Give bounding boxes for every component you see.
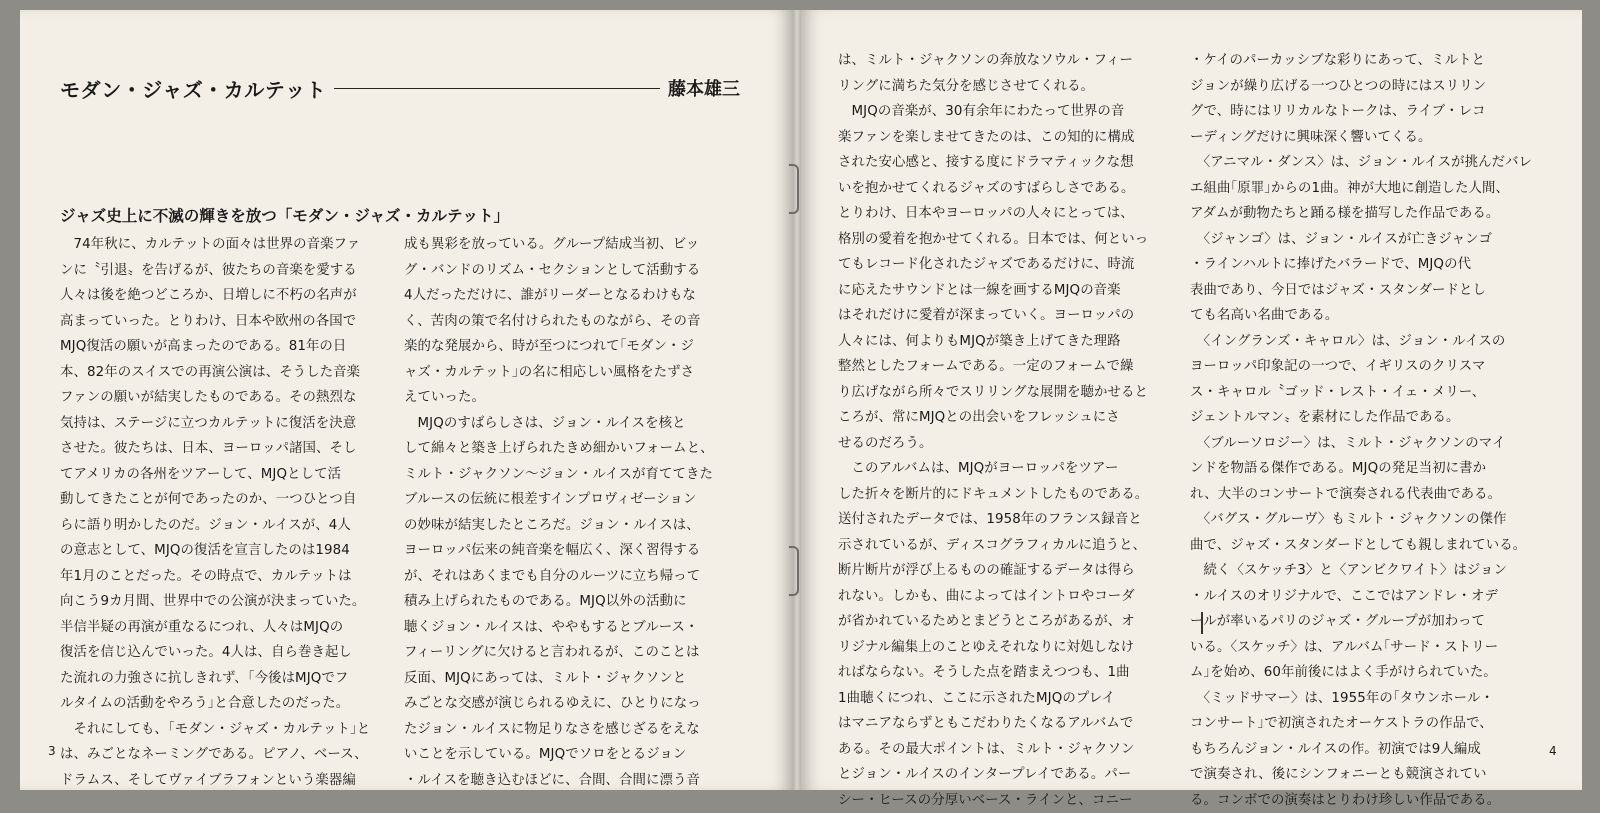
text-line: 示されているが、ディスコグラフィカルに追うと、 bbox=[838, 533, 1182, 559]
text-line: ・ラインハルトに捧げたバラードで、MJQの代 bbox=[1190, 252, 1534, 278]
text-line: とジョン・ルイスのインタープレイである。パー bbox=[838, 762, 1182, 788]
text-line: いる。〈スケッチ〉は、アルバム｢サード・ストリー bbox=[1190, 635, 1534, 661]
text-line: ールが率いるパリのジャズ・グループが加わって bbox=[1190, 609, 1534, 635]
text-line: シー・ヒースの分厚いベース・ラインと、コニー bbox=[838, 788, 1182, 813]
text-line: てアメリカの各州をツアーして、MJQとして活 bbox=[60, 462, 400, 488]
text-line: 動してきたことが何であったのか、一つひとつ自 bbox=[60, 487, 400, 513]
text-column-right-1 bbox=[838, 48, 1182, 813]
text-line: ヨーロッパ伝来の純音楽を幅広く、深く習得する bbox=[404, 538, 744, 564]
text-line: 4人だっただけに、誰がリーダーとなるわけもな bbox=[404, 283, 744, 309]
text-line: 1曲聴くにつれ、ここに示されたMJQのプレイ bbox=[838, 686, 1182, 712]
text-line: リジナル編集上のことゆえそれなりに対処しなけ bbox=[838, 635, 1182, 661]
text-column-left-1 bbox=[60, 232, 400, 793]
text-line: はそれだけに愛着が深まっていく。ヨーロッパの bbox=[838, 303, 1182, 329]
text-line: MJQのすばらしさは、ジョン・ルイスを核と bbox=[404, 411, 744, 437]
text-line: 〈ミッドサマー〉は、1955年の｢タウンホール・ bbox=[1190, 686, 1534, 712]
text-line: 送付されたデータでは、1958年のフランス録音と bbox=[838, 507, 1182, 533]
text-line: ジェントルマン〟を素材にした作品である。 bbox=[1190, 405, 1534, 431]
text-line: MJQの音楽が、30有余年にわたって世界の音 bbox=[838, 99, 1182, 125]
text-line: 反面、MJQにあっては、ミルト・ジャクソンと bbox=[404, 666, 744, 692]
text-line: ミルト・ジャクソン〜ジョン・ルイスが育ててきた bbox=[404, 462, 744, 488]
text-line: えていった。 bbox=[404, 385, 744, 411]
text-line: グで、時にはリリカルなトークは、ライブ・レコ bbox=[1190, 99, 1534, 125]
text-line: 楽的な発展から、時が至つにつれて｢モダン・ジ bbox=[404, 334, 744, 360]
text-line: 〈バグス・グルーヴ〉もミルト・ジャクソンの傑作 bbox=[1190, 507, 1534, 533]
staple-top bbox=[789, 164, 799, 214]
text-line: り広げながら所々でスリリングな展開を聴かせると bbox=[838, 380, 1182, 406]
text-line: 整然としたフォームである。一定のフォームで繰 bbox=[838, 354, 1182, 380]
text-column-right-2 bbox=[1190, 48, 1534, 813]
text-column-left-2 bbox=[404, 232, 744, 793]
staple-bottom bbox=[789, 546, 799, 596]
article-author: 藤本雄三 bbox=[668, 75, 740, 101]
text-line: で演奏され、後にシンフォニーとも競演されてい bbox=[1190, 762, 1534, 788]
text-line: それにしても、｢モダン・ジャズ・カルテット｣と bbox=[60, 717, 400, 743]
text-line: る。コンボでの演奏はとりわけ珍しい作品である。 bbox=[1190, 788, 1534, 813]
text-line: とりわけ、日本やヨーロッパの人々にとっては、 bbox=[838, 201, 1182, 227]
text-line: いを抱かせてくれるジャズのすばらしさである。 bbox=[838, 176, 1182, 202]
text-line: ・ルイスを聴き込むほどに、合間、合間に漂う音 bbox=[404, 768, 744, 794]
text-line: 人々は後を絶つどころか、日増しに不朽の名声が bbox=[60, 283, 400, 309]
text-line: ジョンが繰り広げる一つひとつの時にはスリリン bbox=[1190, 74, 1534, 100]
text-line: 気持は、ステージに立つカルテットに復活を決意 bbox=[60, 411, 400, 437]
text-line: ドラムス、そしてヴァイブラフォンという楽器編 bbox=[60, 768, 400, 794]
text-line: 続く〈スケッチ3〉と〈アンビクワイト〉はジョン bbox=[1190, 558, 1534, 584]
text-line: グ・バンドのリズム・セクションとして活動する bbox=[404, 258, 744, 284]
text-line: して綿々と築き上げられたきめ細かいフォームと、 bbox=[404, 436, 744, 462]
text-line: もちろんジョン・ルイスの作。初演では9人編成 bbox=[1190, 737, 1534, 763]
text-line: 積み上げられたものである。MJQ以外の活動に bbox=[404, 589, 744, 615]
text-line: 復活を信じ込んでいった。4人は、自ら巻き起し bbox=[60, 640, 400, 666]
text-line: の意志として、MJQの復活を宣言したのは1984 bbox=[60, 538, 400, 564]
text-line: 〈ジャンゴ〉は、ジョン・ルイスが亡きジャンゴ bbox=[1190, 227, 1534, 253]
text-line: ーディングだけに興味深く響いてくる。 bbox=[1190, 125, 1534, 151]
text-line: ヨーロッパ印象記の一つで、イギリスのクリスマ bbox=[1190, 354, 1534, 380]
text-line: 格別の愛着を抱かせてくれる。日本では、何といっ bbox=[838, 227, 1182, 253]
article-header bbox=[60, 72, 740, 104]
text-line: く、苦肉の策で名付けられたものながら、その音 bbox=[404, 309, 744, 335]
text-line: 本、82年のスイスでの再演公演は、そうした音楽 bbox=[60, 360, 400, 386]
text-line: ム｣を始め、60年前後にはよく手がけられていた。 bbox=[1190, 660, 1534, 686]
text-line: 〈ブルーソロジー〉は、ミルト・ジャクソンのマイ bbox=[1190, 431, 1534, 457]
text-line: が省かれているためとまどうところがあるが、オ bbox=[838, 609, 1182, 635]
text-line: てもレコード化されたジャズであるだけに、時流 bbox=[838, 252, 1182, 278]
text-line: は、ミルト・ジャクソンの奔放なソウル・フィー bbox=[838, 48, 1182, 74]
text-line: ・ルイスのオリジナルで、ここではアンドレ・オデ bbox=[1190, 584, 1534, 610]
text-line: された安心感と、接する度にドラマティックな想 bbox=[838, 150, 1182, 176]
text-line: ファンの願いが結実したものである。その熱烈な bbox=[60, 385, 400, 411]
book-gutter bbox=[793, 10, 801, 790]
text-line: ンドを物語る傑作である。MJQの発足当初に書か bbox=[1190, 456, 1534, 482]
text-line: ス・キャロル〝ゴッド・レスト・イェ・メリー、 bbox=[1190, 380, 1534, 406]
text-line: が、それはあくまでも自分のルーツに立ち帰って bbox=[404, 564, 744, 590]
page-number-right: 4 bbox=[1549, 744, 1557, 758]
article-subheading: ジャズ史上に不滅の輝きを放つ「モダン・ジャズ・カルテット」 bbox=[60, 204, 509, 226]
text-line: はマニアならずともこだわりたくなるアルバムで bbox=[838, 711, 1182, 737]
text-line: みごとな交感が演じられるゆえに、ひとりになっ bbox=[404, 691, 744, 717]
text-line: ルタイムの活動をやろう｣と合意したのだった。 bbox=[60, 691, 400, 717]
text-line: 聴くジョン・ルイスは、ややもするとブルース・ bbox=[404, 615, 744, 641]
text-line: 人々には、何よりもMJQが築き上げてきた理路 bbox=[838, 329, 1182, 355]
text-line: 74年秋に、カルテットの面々は世界の音楽ファ bbox=[60, 232, 400, 258]
text-line: 年1月のことだった。その時点で、カルテットは bbox=[60, 564, 400, 590]
text-line: ・ケイのパーカッシブな彩りにあって、ミルトと bbox=[1190, 48, 1534, 74]
article-title: モダン・ジャズ・カルテット bbox=[60, 74, 326, 103]
text-line: ころが、常にMJQとの出会いをフレッシュにさ bbox=[838, 405, 1182, 431]
text-line: ンに〝引退〟を告げるが、彼たちの音楽を愛する bbox=[60, 258, 400, 284]
text-line: た流れの力強さに抗しきれず、｢今後はMJQでフ bbox=[60, 666, 400, 692]
text-line: の妙味が結実したところだ。ジョン・ルイスは、 bbox=[404, 513, 744, 539]
page-number-left: 3 bbox=[48, 744, 56, 758]
margin-mark bbox=[1201, 612, 1203, 634]
text-line: れ、大半のコンサートで演奏される代表曲である。 bbox=[1190, 482, 1534, 508]
text-line: ブルースの伝統に根差すインプロヴィゼーション bbox=[404, 487, 744, 513]
text-line: 高まっていった。とりわけ、日本や欧州の各国で bbox=[60, 309, 400, 335]
text-line: 成も異彩を放っている。グループ結成当初、ビッ bbox=[404, 232, 744, 258]
text-line: 半信半疑の再演が重なるにつれ、人々はMJQの bbox=[60, 615, 400, 641]
text-line: ある。その最大ポイントは、ミルト・ジャクソン bbox=[838, 737, 1182, 763]
text-line: ても名高い名曲である。 bbox=[1190, 303, 1534, 329]
text-line: エ組曲｢原罪｣からの1曲。神が大地に創造した人間、 bbox=[1190, 176, 1534, 202]
text-line: たジョン・ルイスに物足りなさを感じざるをえな bbox=[404, 717, 744, 743]
text-line: させた。彼たちは、日本、ヨーロッパ諸国、そし bbox=[60, 436, 400, 462]
text-line: した折々を断片的にドキュメントしたものである。 bbox=[838, 482, 1182, 508]
text-line: 〈アニマル・ダンス〉は、ジョン・ルイスが挑んだバレ bbox=[1190, 150, 1534, 176]
text-line: は、みごとなネーミングである。ピアノ、ベース、 bbox=[60, 742, 400, 768]
text-line: れない。しかも、曲によってはイントロやコーダ bbox=[838, 584, 1182, 610]
text-line: 向こう9カ月間、世界中での公演が決まっていた。 bbox=[60, 589, 400, 615]
text-line: に応えたサウンドとは一線を画するMJQの音楽 bbox=[838, 278, 1182, 304]
text-line: このアルバムは、MJQがヨーロッパをツアー bbox=[838, 456, 1182, 482]
text-line: 曲で、ジャズ・スタンダードとしても親しまれている。 bbox=[1190, 533, 1534, 559]
text-line: 表曲であり、今日ではジャズ・スタンダードとし bbox=[1190, 278, 1534, 304]
title-rule bbox=[334, 88, 660, 89]
text-line: ればならない。そうした点を踏まえつつも、1曲 bbox=[838, 660, 1182, 686]
text-line: らに語り明かしたのだ。ジョン・ルイスが、4人 bbox=[60, 513, 400, 539]
text-line: せるのだろう。 bbox=[838, 431, 1182, 457]
text-line: 〈イングランズ・キャロル〉は、ジョン・ルイスの bbox=[1190, 329, 1534, 355]
text-line: 楽ファンを楽しませてきたのは、この知的に構成 bbox=[838, 125, 1182, 151]
text-line: アダムが動物たちと踊る様を描写した作品である。 bbox=[1190, 201, 1534, 227]
text-line: コンサート｣で初演されたオーケストラの作品で、 bbox=[1190, 711, 1534, 737]
text-line: 断片断片が浮び上るものの確証するデータは得ら bbox=[838, 558, 1182, 584]
text-line: ャズ・カルテット｣の名に相応しい風格をたずさ bbox=[404, 360, 744, 386]
text-line: リングに満ちた気分を感じさせてくれる。 bbox=[838, 74, 1182, 100]
text-line: MJQ復活の願いが高まったのである。81年の日 bbox=[60, 334, 400, 360]
text-line: いことを示している。MJQでソロをとるジョン bbox=[404, 742, 744, 768]
text-line: フィーリングに欠けると言われるが、このことは bbox=[404, 640, 744, 666]
